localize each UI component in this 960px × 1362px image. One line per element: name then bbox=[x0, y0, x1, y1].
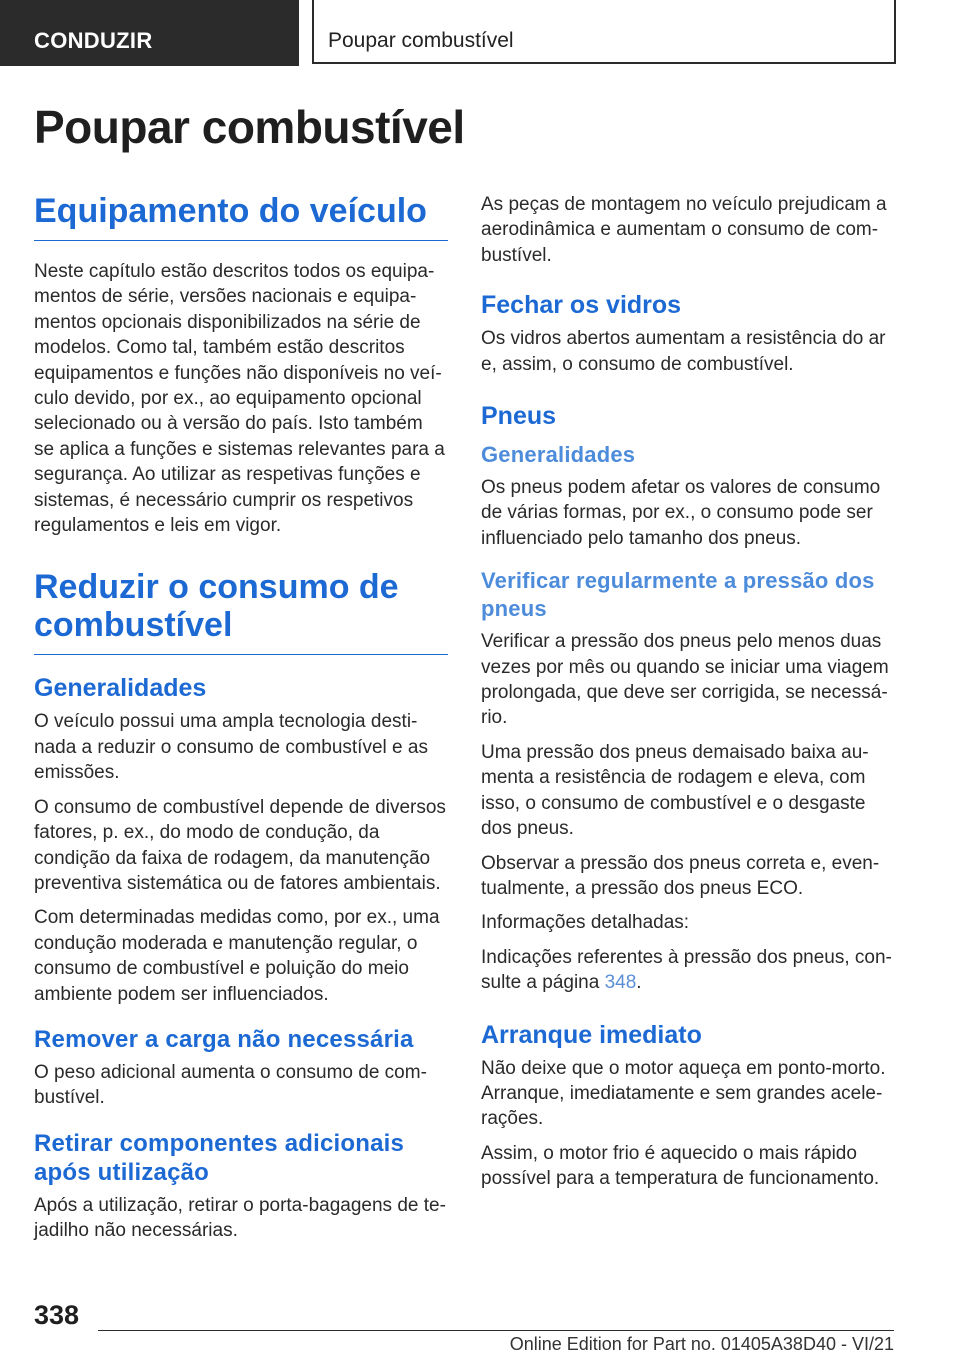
heading-tyres: Pneus bbox=[481, 402, 557, 431]
heading-immediate-start: Arranque imediato bbox=[481, 1020, 702, 1049]
paragraph-remove-load: O peso adicional aumenta o consumo de combustível. bbox=[34, 1061, 427, 1109]
heading-tyres-general: Generalidades bbox=[481, 442, 636, 468]
page-title: Poupar combustível bbox=[34, 101, 465, 153]
page-header bbox=[0, 0, 960, 66]
paragraph-close-windows: Os vidros abertos aumentam a resistência do ar e, assim, o consumo de combustível. bbox=[481, 328, 886, 375]
paragraph-vehicle-equipment: Neste capítulo estão descritos todos os equipamentos de série, versões nacionais e equipamentos opcionais disponibilizados na série de modelos. Como tal, também estão descritos equipamentos e funções não disponíveis no veículo devido, por ex., ao equipamento opcional selecionado ou à versão do país. Isto também se aplica a funções e sistemas relevantes para a segurança. Ao utilizar as respetivas funções e sistemas, é necessário cumprir os respetivos regulamentos e leis em vigor. bbox=[34, 261, 445, 537]
paragraph-pressure-2: Uma pressão dos pneus demaisado baixa aumenta a resistência de rodagem e eleva, com isso, o consumo de combustível e o desgaste dos pneus. bbox=[481, 741, 869, 840]
paragraph-start-2: Assim, o motor frio é aquecido o mais rápido possível para a temperatura de funcionamento. bbox=[481, 1142, 880, 1190]
paragraph-general-3: Com determinadas medidas como, por ex., uma condução moderada e manutenção regular, o consumo de combustível e poluição do meio ambiente podem ser influenciados. bbox=[34, 907, 440, 1005]
paragraph-pressure-5 bbox=[481, 945, 895, 996]
paragraph-pressure-1: Verificar a pressão dos pneus pelo menos duas vezes por mês ou quando se iniciar uma viagem prolongada, que deve ser corrigida, se necessário. bbox=[481, 631, 889, 729]
paragraph-pressure-3: Observar a pressão dos pneus correta e, eventualmente, a pressão dos pneus ECO. bbox=[481, 852, 880, 899]
heading-remove-parts: Retirar componentes adicionais após utilização bbox=[34, 1129, 405, 1186]
right-column bbox=[481, 192, 895, 1201]
section-tab[interactable]: CONDUZIR bbox=[0, 0, 299, 66]
paragraph-general-1: O veículo possui uma ampla tecnologia destinada a reduzir o consumo de combustível e as emissões. bbox=[34, 711, 428, 784]
pressure-reference-end: . bbox=[636, 972, 642, 994]
paragraph-general-2: O consumo de combustível depende de diversos fatores, p. ex., do modo de condução, da condição da faixa de rodagem, da manutenção preventiva sistemática ou de fatores ambientais. bbox=[34, 796, 446, 894]
paragraph-start-1: Não deixe que o motor aqueça em ponto-morto. Arranque, imediatamente e sem grandes acelerações. bbox=[481, 1057, 886, 1130]
heading-remove-load: Remover a carga não necessária bbox=[34, 1025, 414, 1053]
heading-vehicle-equipment: Equipamento do veículo bbox=[34, 192, 448, 241]
footer-divider bbox=[98, 1330, 894, 1331]
left-column bbox=[34, 192, 448, 1253]
chapter-tab[interactable]: Poupar combustível bbox=[312, 0, 896, 64]
paragraph-pressure-4: Informações detalhadas: bbox=[481, 912, 690, 934]
edition-note: Online Edition for Part no. 01405A38D40 - VI/21 bbox=[509, 1334, 894, 1354]
page-link-348[interactable]: 348 bbox=[604, 972, 637, 994]
heading-reduce-consumption: Reduzir o consumo de combustível bbox=[34, 568, 448, 655]
heading-check-pressure: Verificar regularmente a pressão dos pneus bbox=[481, 568, 875, 622]
paragraph-aerodynamics: As peças de montagem no veículo prejudicam a aerodinâmica e aumentam o consumo de combustível. bbox=[481, 194, 887, 266]
paragraph-remove-parts: Após a utilização, retirar o porta-bagagens de tejadilho não necessárias. bbox=[34, 1194, 446, 1242]
pressure-reference-text: Indicações referentes à pressão dos pneus, consulte a página bbox=[481, 946, 892, 994]
paragraph-tyres-general: Os pneus podem afetar os valores de consumo de várias formas, por ex., o consumo pode ser influenciado pelo tamanho dos pneus. bbox=[481, 477, 881, 549]
heading-close-windows: Fechar os vidros bbox=[481, 291, 682, 320]
heading-general: Generalidades bbox=[34, 674, 207, 703]
page-number: 338 bbox=[34, 1300, 80, 1330]
